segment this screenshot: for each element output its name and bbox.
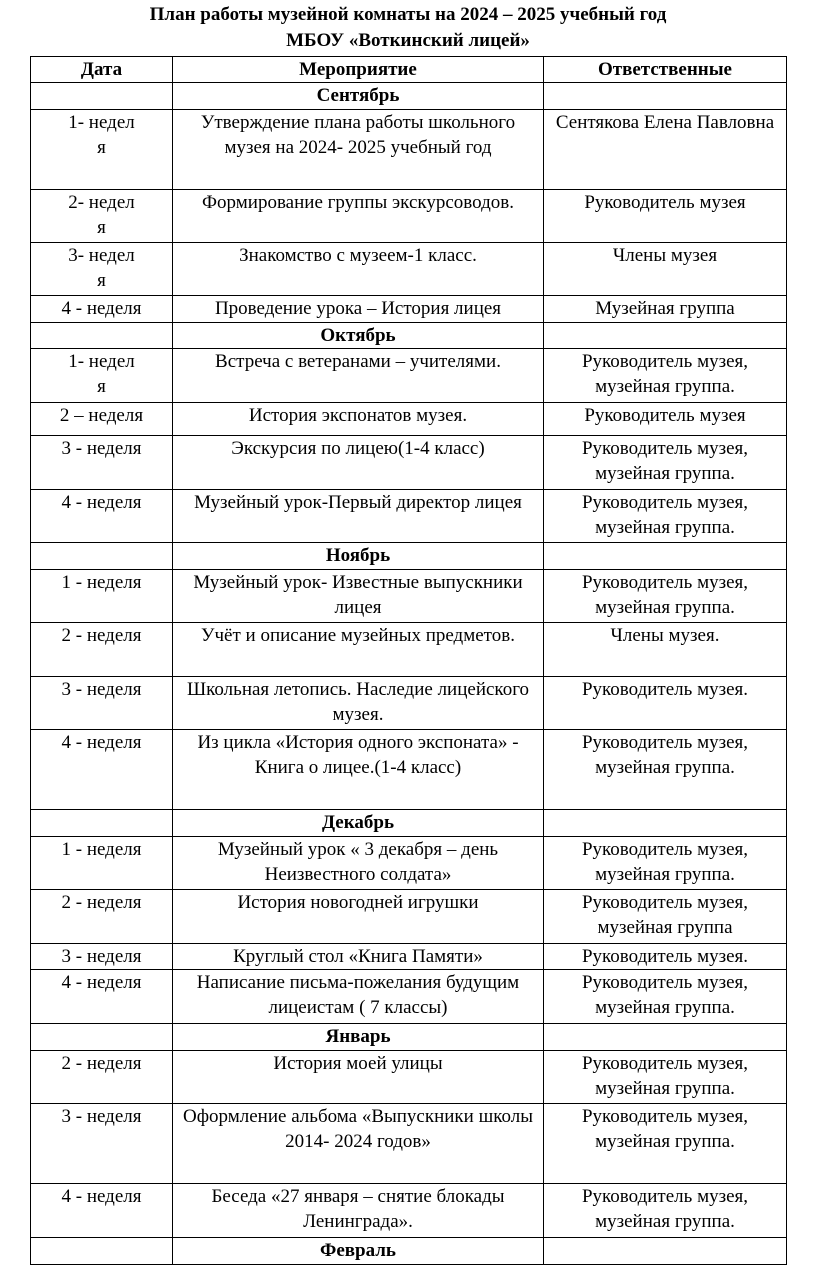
header-row — [31, 57, 787, 83]
event-cell: Написание письма-пожелания будущим лицеистам ( 7 классы) — [173, 970, 544, 1024]
responsible-cell: Члены музея — [544, 243, 787, 296]
table-row — [31, 490, 787, 543]
event-cell: Утверждение плана работы школьного музея на 2024- 2025 учебный год — [173, 110, 544, 190]
header-event: Мероприятие — [173, 57, 544, 83]
week-cell: 4 - неделя — [31, 970, 173, 1024]
table-row — [31, 1051, 787, 1104]
week-cell: 4 - неделя — [31, 490, 173, 543]
event-cell: Оформление альбома «Выпускники школы 2014- 2024 годов» — [173, 1104, 544, 1184]
month-label: Октябрь — [173, 323, 544, 349]
week-cell: 4 - неделя — [31, 1184, 173, 1238]
event-cell: Музейный урок- Известные выпускники лицея — [173, 570, 544, 623]
week-cell: 2 – неделя — [31, 403, 173, 436]
responsible-cell: Музейная группа — [544, 296, 787, 323]
week-cell: 3 - неделя — [31, 436, 173, 490]
week-cell: 3- недел я — [31, 243, 173, 296]
responsible-cell: Руководитель музея, музейная группа. — [544, 490, 787, 543]
week-cell: 1- недел я — [31, 110, 173, 190]
event-cell: История экспонатов музея. — [173, 403, 544, 436]
responsible-cell: Руководитель музея, музейная группа. — [544, 570, 787, 623]
responsible-cell: Сентякова Елена Павловна — [544, 110, 787, 190]
month-row-january — [31, 1024, 787, 1051]
responsible-cell: Руководитель музея. — [544, 677, 787, 730]
week-cell: 1- недел я — [31, 349, 173, 403]
table-row — [31, 403, 787, 436]
event-cell: Проведение урока – История лицея — [173, 296, 544, 323]
table-row — [31, 623, 787, 677]
event-cell: Формирование группы экскурсоводов. — [173, 190, 544, 243]
table-row — [31, 190, 787, 243]
event-cell: История новогодней игрушки — [173, 890, 544, 944]
month-label: Январь — [173, 1024, 544, 1051]
table-row — [31, 1184, 787, 1238]
responsible-cell: Руководитель музея, музейная группа — [544, 890, 787, 944]
responsible-cell: Руководитель музея, музейная группа. — [544, 730, 787, 810]
event-cell: Встреча с ветеранами – учителями. — [173, 349, 544, 403]
event-cell: Круглый стол «Книга Памяти» — [173, 944, 544, 970]
week-cell: 1 - неделя — [31, 570, 173, 623]
month-row-december — [31, 810, 787, 837]
week-cell: 2 - неделя — [31, 1051, 173, 1104]
responsible-cell: Члены музея. — [544, 623, 787, 677]
responsible-cell: Руководитель музея, музейная группа. — [544, 1051, 787, 1104]
event-cell: Учёт и описание музейных предметов. — [173, 623, 544, 677]
month-row-september — [31, 83, 787, 110]
responsible-cell: Руководитель музея, музейная группа. — [544, 970, 787, 1024]
week-cell: 3 - неделя — [31, 944, 173, 970]
responsible-cell: Руководитель музея, музейная группа. — [544, 349, 787, 403]
month-row-february — [31, 1238, 787, 1265]
week-cell: 2 - неделя — [31, 623, 173, 677]
event-cell: Музейный урок « 3 декабря – день Неизвестного солдата» — [173, 837, 544, 890]
responsible-cell: Руководитель музея, музейная группа. — [544, 1104, 787, 1184]
table-row — [31, 296, 787, 323]
month-label: Февраль — [173, 1238, 544, 1265]
month-label: Ноябрь — [173, 543, 544, 570]
month-row-october — [31, 323, 787, 349]
plan-table — [30, 56, 787, 1265]
event-cell: Знакомство с музеем-1 класс. — [173, 243, 544, 296]
table-row — [31, 837, 787, 890]
month-row-november — [31, 543, 787, 570]
responsible-cell: Руководитель музея, музейная группа. — [544, 1184, 787, 1238]
table-row — [31, 110, 787, 190]
week-cell: 4 - неделя — [31, 730, 173, 810]
header-responsible: Ответственные — [544, 57, 787, 83]
event-cell: Беседа «27 января – снятие блокады Ленинграда». — [173, 1184, 544, 1238]
week-cell: 1 - неделя — [31, 837, 173, 890]
document-title — [0, 2, 816, 54]
table-row — [31, 890, 787, 944]
table-row — [31, 349, 787, 403]
table-row — [31, 570, 787, 623]
title-line-1: План работы музейной комнаты на 2024 – 2025 учебный год — [149, 4, 667, 25]
table-row — [31, 970, 787, 1024]
month-label: Сентябрь — [173, 83, 544, 110]
week-cell: 2- недел я — [31, 190, 173, 243]
table-row — [31, 677, 787, 730]
table-row — [31, 1104, 787, 1184]
responsible-cell: Руководитель музея — [544, 403, 787, 436]
event-cell: Из цикла «История одного экспоната» - Книга о лицее.(1-4 класс) — [173, 730, 544, 810]
month-label: Декабрь — [173, 810, 544, 837]
event-cell: Экскурсия по лицею(1-4 класс) — [173, 436, 544, 490]
week-cell: 3 - неделя — [31, 677, 173, 730]
responsible-cell: Руководитель музея — [544, 190, 787, 243]
table-row — [31, 243, 787, 296]
header-date: Дата — [31, 57, 173, 83]
responsible-cell: Руководитель музея. — [544, 944, 787, 970]
table-row — [31, 436, 787, 490]
week-cell: 4 - неделя — [31, 296, 173, 323]
table-row — [31, 730, 787, 810]
responsible-cell: Руководитель музея, музейная группа. — [544, 837, 787, 890]
responsible-cell: Руководитель музея, музейная группа. — [544, 436, 787, 490]
week-cell: 3 - неделя — [31, 1104, 173, 1184]
event-cell: Музейный урок-Первый директор лицея — [173, 490, 544, 543]
table-row — [31, 944, 787, 970]
event-cell: Школьная летопись. Наследие лицейского музея. — [173, 677, 544, 730]
event-cell: История моей улицы — [173, 1051, 544, 1104]
week-cell: 2 - неделя — [31, 890, 173, 944]
title-line-2: МБОУ «Воткинский лицей» — [286, 30, 530, 51]
